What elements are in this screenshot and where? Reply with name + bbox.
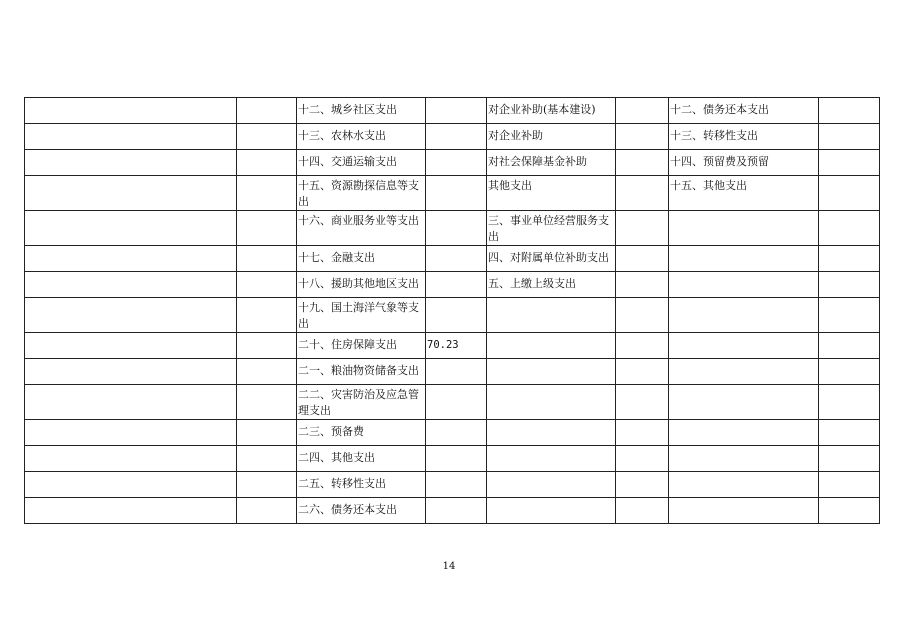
cell-expenditure-item: 十三、农林水支出	[297, 124, 426, 150]
cell-fund-item	[669, 498, 819, 524]
table-row	[25, 211, 880, 246]
cell-fund-amount	[819, 420, 880, 446]
cell-blank-col-a	[25, 446, 237, 472]
cell-expenditure-item: 二五、转移性支出	[297, 472, 426, 498]
cell-fund-amount	[819, 98, 880, 124]
cell-economic-category	[487, 385, 616, 420]
cell-economic-amount	[616, 272, 669, 298]
cell-fund-amount	[819, 211, 880, 246]
cell-blank-col-b	[237, 359, 297, 385]
cell-economic-category: 对企业补助	[487, 124, 616, 150]
cell-blank-col-b	[237, 246, 297, 272]
page-number: 14	[442, 561, 456, 572]
cell-fund-item	[669, 272, 819, 298]
cell-economic-amount	[616, 176, 669, 211]
cell-blank-col-b	[237, 446, 297, 472]
cell-economic-amount	[616, 498, 669, 524]
table-row	[25, 176, 880, 211]
cell-economic-category	[487, 446, 616, 472]
cell-blank-col-b	[237, 298, 297, 333]
cell-expenditure-item: 十二、城乡社区支出	[297, 98, 426, 124]
cell-economic-amount	[616, 359, 669, 385]
cell-economic-category: 对社会保障基金补助	[487, 150, 616, 176]
cell-economic-amount	[616, 298, 669, 333]
cell-economic-amount	[616, 333, 669, 359]
budget-table	[24, 97, 880, 524]
cell-expenditure-item: 十五、资源勘探信息等支出	[297, 176, 426, 211]
cell-fund-item	[669, 211, 819, 246]
cell-blank-col-a	[25, 176, 237, 211]
cell-expenditure-item: 十七、金融支出	[297, 246, 426, 272]
cell-expenditure-amount	[426, 446, 487, 472]
table-row	[25, 446, 880, 472]
table-row	[25, 420, 880, 446]
cell-economic-amount	[616, 446, 669, 472]
cell-economic-category: 对企业补助(基本建设)	[487, 98, 616, 124]
table-body	[25, 98, 880, 524]
cell-economic-amount	[616, 211, 669, 246]
cell-blank-col-a	[25, 472, 237, 498]
cell-blank-col-a	[25, 498, 237, 524]
cell-fund-item	[669, 246, 819, 272]
cell-economic-amount	[616, 124, 669, 150]
cell-blank-col-b	[237, 420, 297, 446]
cell-fund-amount	[819, 385, 880, 420]
cell-economic-amount	[616, 150, 669, 176]
cell-expenditure-item: 十四、交通运输支出	[297, 150, 426, 176]
table-row	[25, 359, 880, 385]
cell-blank-col-a	[25, 246, 237, 272]
cell-fund-item: 十五、其他支出	[669, 176, 819, 211]
cell-blank-col-b	[237, 176, 297, 211]
cell-blank-col-a	[25, 359, 237, 385]
cell-expenditure-amount	[426, 246, 487, 272]
cell-fund-item: 十三、转移性支出	[669, 124, 819, 150]
table-row	[25, 98, 880, 124]
cell-expenditure-item: 二四、其他支出	[297, 446, 426, 472]
cell-fund-amount	[819, 246, 880, 272]
cell-blank-col-b	[237, 150, 297, 176]
cell-economic-amount	[616, 246, 669, 272]
cell-fund-amount	[819, 124, 880, 150]
cell-economic-category: 其他支出	[487, 176, 616, 211]
cell-expenditure-amount	[426, 272, 487, 298]
cell-fund-amount	[819, 272, 880, 298]
table-row	[25, 472, 880, 498]
cell-economic-category	[487, 298, 616, 333]
cell-economic-category	[487, 498, 616, 524]
cell-blank-col-b	[237, 385, 297, 420]
cell-blank-col-b	[237, 498, 297, 524]
table-row	[25, 246, 880, 272]
cell-fund-item: 十四、预留费及预留	[669, 150, 819, 176]
cell-economic-category: 五、上缴上级支出	[487, 272, 616, 298]
cell-expenditure-amount	[426, 385, 487, 420]
cell-economic-amount	[616, 472, 669, 498]
table-row	[25, 150, 880, 176]
cell-economic-category	[487, 420, 616, 446]
cell-expenditure-item: 二三、预备费	[297, 420, 426, 446]
cell-blank-col-b	[237, 272, 297, 298]
cell-expenditure-item: 二二、灾害防治及应急管理支出	[297, 385, 426, 420]
cell-expenditure-amount	[426, 124, 487, 150]
table-row	[25, 385, 880, 420]
cell-expenditure-amount	[426, 472, 487, 498]
cell-expenditure-item: 十六、商业服务业等支出	[297, 211, 426, 246]
table-row	[25, 124, 880, 150]
cell-blank-col-a	[25, 98, 237, 124]
cell-blank-col-b	[237, 472, 297, 498]
cell-expenditure-amount	[426, 298, 487, 333]
cell-blank-col-a	[25, 420, 237, 446]
cell-fund-amount	[819, 498, 880, 524]
table-row	[25, 272, 880, 298]
cell-blank-col-a	[25, 272, 237, 298]
cell-blank-col-b	[237, 211, 297, 246]
cell-blank-col-b	[237, 333, 297, 359]
cell-blank-col-a	[25, 298, 237, 333]
cell-fund-item	[669, 420, 819, 446]
table-row	[25, 498, 880, 524]
cell-fund-item	[669, 446, 819, 472]
cell-blank-col-a	[25, 150, 237, 176]
cell-fund-amount	[819, 298, 880, 333]
cell-expenditure-item: 十九、国土海洋气象等支出	[297, 298, 426, 333]
cell-expenditure-amount	[426, 359, 487, 385]
cell-expenditure-amount	[426, 98, 487, 124]
cell-fund-amount	[819, 359, 880, 385]
cell-fund-item	[669, 359, 819, 385]
cell-blank-col-b	[237, 124, 297, 150]
cell-fund-item	[669, 472, 819, 498]
cell-expenditure-amount	[426, 176, 487, 211]
cell-economic-category: 三、事业单位经营服务支出	[487, 211, 616, 246]
cell-blank-col-a	[25, 333, 237, 359]
cell-blank-col-a	[25, 211, 237, 246]
cell-fund-item	[669, 385, 819, 420]
cell-expenditure-item: 二一、粮油物资储备支出	[297, 359, 426, 385]
cell-fund-item	[669, 298, 819, 333]
table-row	[25, 298, 880, 333]
cell-fund-amount	[819, 472, 880, 498]
cell-expenditure-amount	[426, 150, 487, 176]
cell-economic-category	[487, 333, 616, 359]
table-row	[25, 333, 880, 359]
cell-expenditure-item: 十八、援助其他地区支出	[297, 272, 426, 298]
cell-blank-col-a	[25, 124, 237, 150]
cell-expenditure-item: 二十、住房保障支出	[297, 333, 426, 359]
cell-fund-amount	[819, 150, 880, 176]
cell-fund-item: 十二、债务还本支出	[669, 98, 819, 124]
cell-expenditure-item: 二六、债务还本支出	[297, 498, 426, 524]
cell-fund-amount	[819, 176, 880, 211]
cell-expenditure-amount	[426, 498, 487, 524]
cell-economic-amount	[616, 98, 669, 124]
cell-economic-category	[487, 359, 616, 385]
cell-blank-col-a	[25, 385, 237, 420]
cell-economic-category: 四、对附属单位补助支出	[487, 246, 616, 272]
cell-economic-amount	[616, 420, 669, 446]
cell-expenditure-amount: 70.23	[426, 333, 487, 359]
cell-fund-amount	[819, 446, 880, 472]
cell-economic-category	[487, 472, 616, 498]
cell-expenditure-amount	[426, 211, 487, 246]
cell-fund-amount	[819, 333, 880, 359]
cell-fund-item	[669, 333, 819, 359]
cell-economic-amount	[616, 385, 669, 420]
cell-expenditure-amount	[426, 420, 487, 446]
cell-blank-col-b	[237, 98, 297, 124]
